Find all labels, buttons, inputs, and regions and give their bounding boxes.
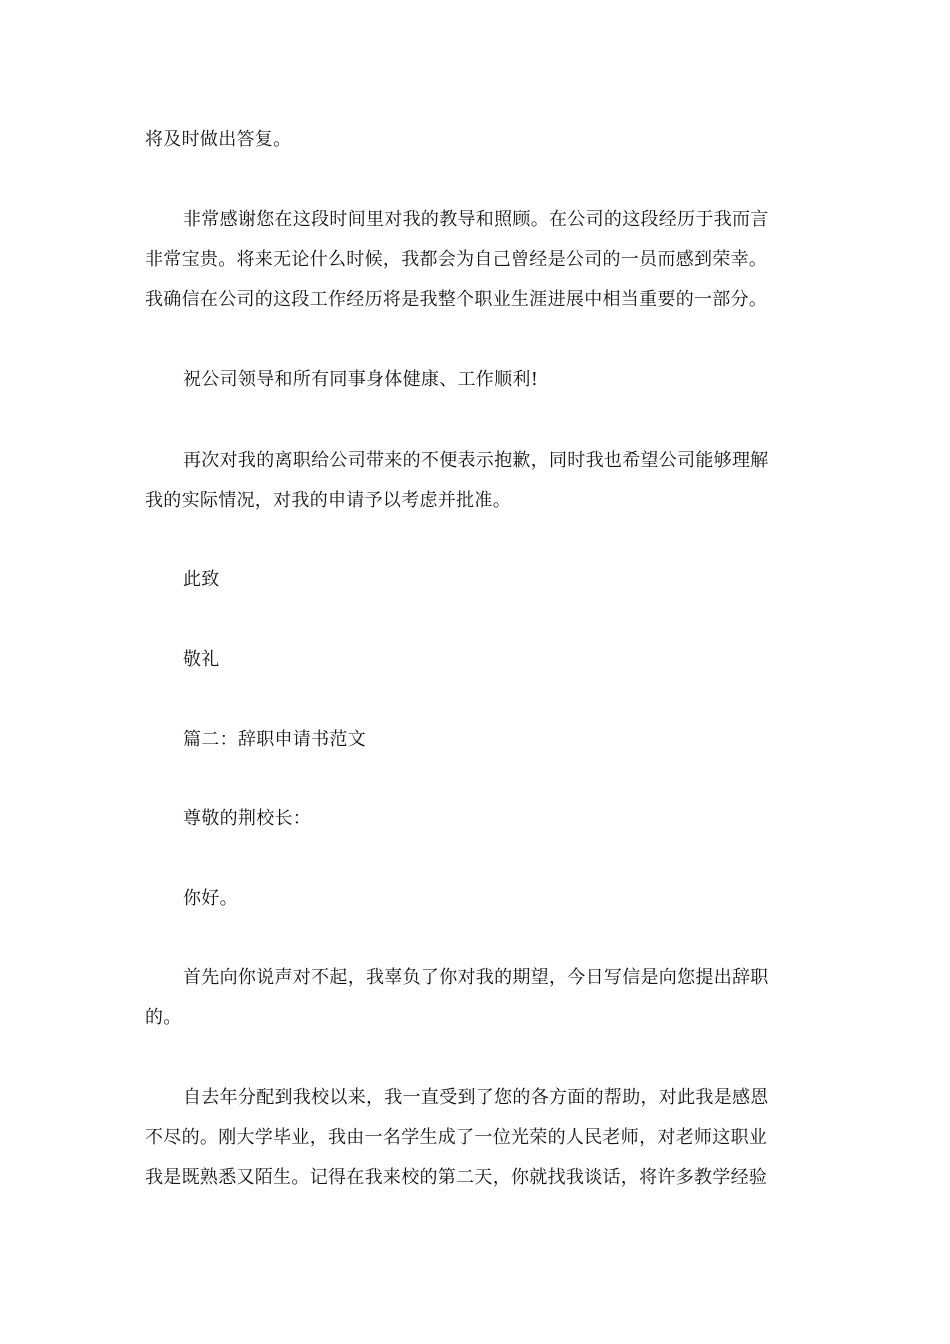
section-heading: [145, 720, 801, 760]
closing-regards: [145, 640, 801, 680]
closing-salutation: [145, 560, 801, 600]
text-line: 将及时做出答复。: [145, 129, 292, 150]
paragraph-background: [145, 1078, 801, 1198]
paragraph-apology: [145, 441, 801, 521]
text-line: 我是既熟悉又陌生。记得在我来校的第二天，你就找我谈话，将许多教学经验: [145, 1167, 768, 1188]
text-line: 尊敬的荆校长：: [183, 808, 312, 829]
paragraph-continuation: [145, 120, 801, 160]
text-line: 祝公司领导和所有同事身体健康、工作顺利!: [183, 369, 539, 390]
text-line: 篇二：辞职申请书范文: [183, 729, 366, 750]
text-line: 再次对我的离职给公司带来的不便表示抱歉，同时我也希望公司能够理解: [183, 450, 769, 471]
text-line: 我的实际情况，对我的申请予以考虑并批准。: [145, 490, 511, 511]
paragraph-thanks: [145, 200, 801, 320]
text-line: 此致: [183, 569, 220, 590]
paragraph-wishes: [145, 360, 801, 400]
text-line: 敬礼: [183, 649, 220, 670]
paragraph-resignation: [145, 958, 801, 1038]
text-line: 自去年分配到我校以来，我一直受到了您的各方面的帮助，对此我是感恩: [183, 1087, 769, 1108]
text-line: 我确信在公司的这段工作经历将是我整个职业生涯进展中相当重要的一部分。: [145, 289, 768, 310]
letter-greeting: [145, 799, 801, 839]
text-line: 不尽的。刚大学毕业，我由一名学生成了一位光荣的人民老师，对老师这职业: [145, 1127, 768, 1148]
text-line: 非常感谢您在这段时间里对我的教导和照顾。在公司的这段经历于我而言: [183, 209, 769, 230]
text-line: 非常宝贵。将来无论什么时候，我都会为自己曾经是公司的一员而感到荣幸。: [145, 249, 768, 270]
text-line: 的。: [145, 1007, 182, 1028]
text-line: 首先向你说声对不起，我辜负了你对我的期望，今日写信是向您提出辞职: [183, 967, 769, 988]
letter-hello: [145, 879, 801, 919]
text-line: 你好。: [183, 888, 238, 909]
